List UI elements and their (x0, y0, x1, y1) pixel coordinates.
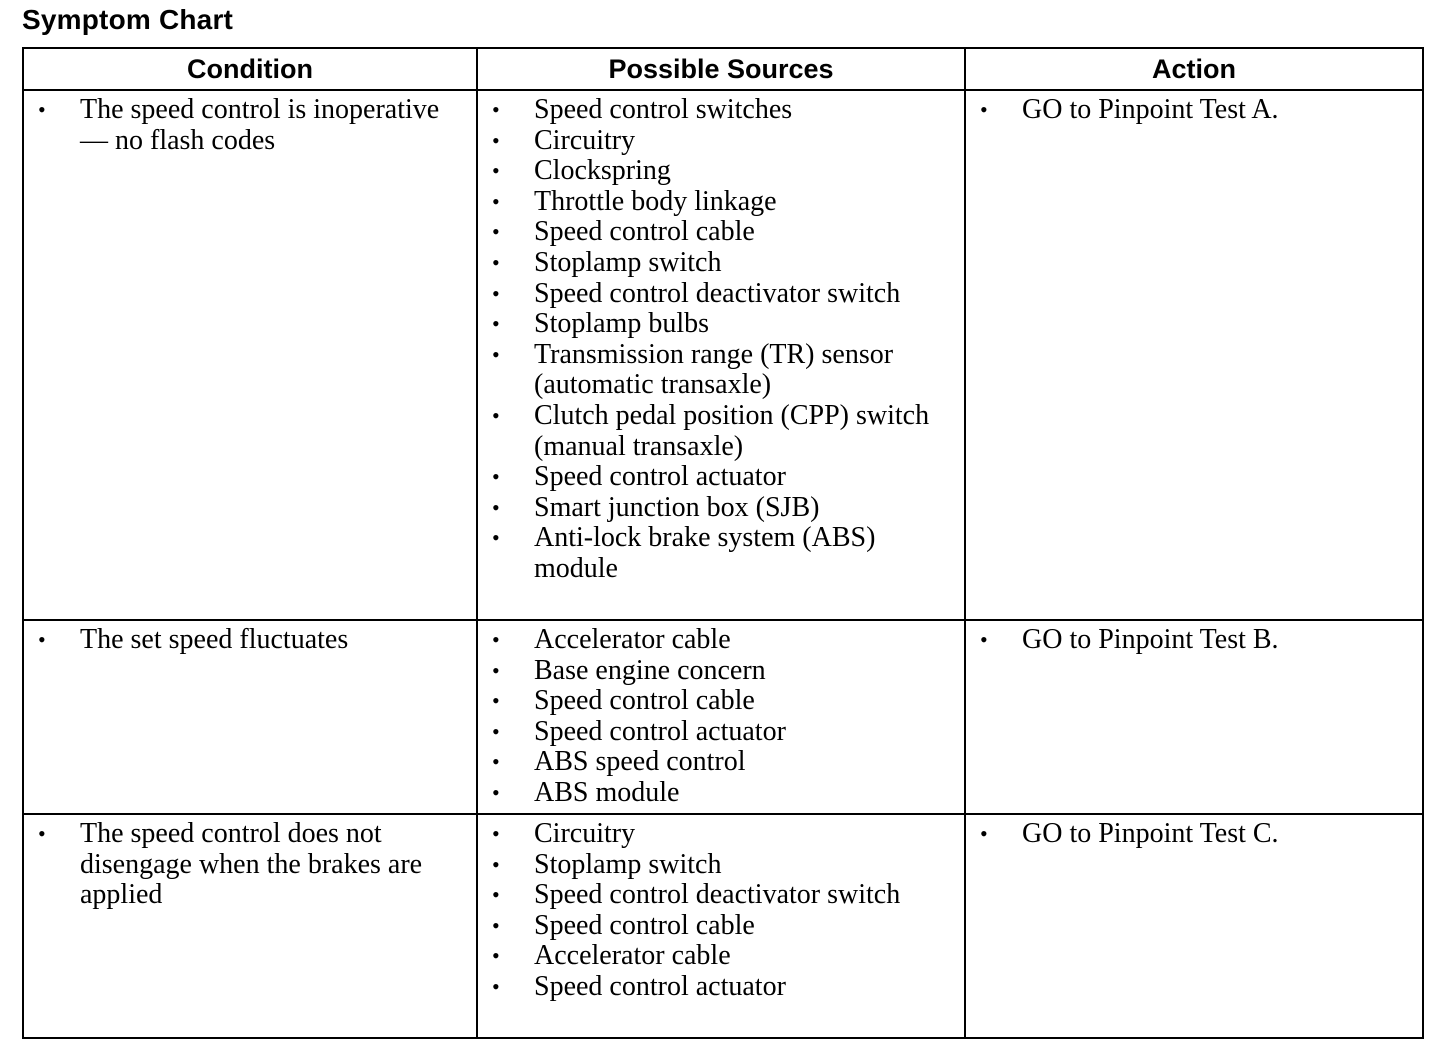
source-text: Speed control actuator (534, 461, 786, 493)
bullet-icon: • (492, 943, 500, 969)
source-text: Anti-lock brake system (ABS) module (534, 522, 876, 584)
condition-cell (23, 90, 477, 620)
list-item (478, 656, 964, 687)
list-item (24, 819, 476, 911)
source-text: Speed control actuator (534, 970, 786, 1002)
header-row (23, 48, 1423, 90)
source-text: Stoplamp bulbs (534, 308, 710, 340)
list-item (478, 462, 964, 493)
list-item (478, 279, 964, 310)
symptom-table (22, 47, 1424, 1039)
list-item (478, 493, 964, 524)
source-text: Accelerator cable (534, 940, 731, 972)
bullet-icon: • (492, 97, 500, 122)
header-possible-sources: Possible Sources (477, 48, 965, 90)
action-cell (965, 814, 1423, 1038)
bullet-icon: • (38, 821, 46, 846)
bullet-icon: • (492, 464, 500, 490)
bullet-icon: • (492, 627, 500, 652)
list-item (966, 95, 1422, 126)
list-item (478, 187, 964, 218)
bullet-icon: • (492, 749, 500, 775)
table-row (23, 90, 1423, 620)
sources-cell (477, 620, 965, 814)
list-item (478, 747, 964, 778)
list-item (478, 625, 964, 656)
source-text: Transmission range (TR) sensor (automatic transaxle) (534, 338, 894, 401)
condition-cell (23, 814, 477, 1038)
bullet-icon: • (492, 158, 500, 184)
source-text: ABS speed control (534, 746, 746, 778)
source-text: Accelerator cable (534, 624, 731, 655)
bullet-icon: • (492, 311, 500, 337)
action-text: GO to Pinpoint Test C. (1022, 818, 1279, 849)
list-item (478, 126, 964, 157)
condition-cell (23, 620, 477, 814)
bullet-icon: • (38, 97, 46, 122)
page-title: Symptom Chart (22, 4, 234, 35)
list-item (478, 911, 964, 942)
list-item (478, 850, 964, 881)
bullet-icon: • (980, 821, 988, 846)
bullet-icon: • (492, 525, 500, 551)
source-text: Speed control switches (534, 94, 793, 125)
action-text: GO to Pinpoint Test B. (1022, 624, 1279, 655)
list-item (478, 217, 964, 248)
bullet-icon: • (492, 402, 500, 428)
action-cell (965, 90, 1423, 620)
source-text: Stoplamp switch (534, 246, 722, 278)
list-item (478, 941, 964, 972)
source-text: Clockspring (534, 155, 671, 187)
list-item (478, 401, 964, 462)
action-text: GO to Pinpoint Test A. (1022, 94, 1279, 125)
bullet-icon: • (492, 821, 500, 846)
list-item (478, 309, 964, 340)
list-item (478, 248, 964, 279)
bullet-icon: • (492, 718, 500, 744)
list-item (24, 625, 476, 656)
header-action: Action (965, 48, 1423, 90)
source-text: Speed control cable (534, 909, 755, 941)
source-text: ABS module (534, 776, 680, 808)
table-row (23, 620, 1423, 814)
bullet-icon: • (492, 973, 500, 999)
sources-cell (477, 814, 965, 1038)
list-item (478, 340, 964, 401)
bullet-icon: • (492, 341, 500, 367)
list-item (966, 625, 1422, 656)
list-item (478, 778, 964, 809)
list-item (478, 717, 964, 748)
bullet-icon: • (492, 912, 500, 938)
bullet-icon: • (492, 657, 500, 683)
list-item (478, 686, 964, 717)
source-text: Speed control actuator (534, 715, 786, 747)
header-condition: Condition (23, 48, 477, 90)
source-text: Clutch pedal position (CPP) switch (manual transaxle) (534, 399, 930, 462)
bullet-icon: • (980, 627, 988, 652)
list-item (478, 819, 964, 850)
source-text: Throttle body linkage (534, 185, 777, 217)
bullet-icon: • (492, 127, 500, 153)
source-text: Circuitry (534, 124, 636, 156)
source-text: Smart junction box (SJB) (534, 491, 820, 523)
sources-cell (477, 90, 965, 620)
bullet-icon: • (492, 188, 500, 214)
table-row (23, 814, 1423, 1038)
list-item (478, 972, 964, 1003)
action-cell (965, 620, 1423, 814)
bullet-icon: • (492, 882, 500, 908)
bullet-icon: • (492, 219, 500, 245)
condition-text: The set speed fluctuates (80, 624, 349, 655)
bullet-icon: • (492, 851, 500, 877)
source-text: Speed control deactivator switch (534, 277, 901, 309)
bullet-icon: • (492, 249, 500, 275)
source-text: Speed control cable (534, 216, 755, 248)
list-item (478, 880, 964, 911)
list-item (478, 523, 964, 584)
bullet-icon: • (492, 688, 500, 714)
list-item (966, 819, 1422, 850)
list-item (24, 95, 476, 156)
bullet-icon: • (492, 779, 500, 805)
list-item (478, 95, 964, 126)
source-text: Speed control cable (534, 685, 755, 717)
bullet-icon: • (492, 494, 500, 520)
list-item (478, 156, 964, 187)
condition-text: The speed control does not disengage when the brakes are applied (80, 818, 423, 911)
source-text: Base engine concern (534, 654, 766, 686)
bullet-icon: • (38, 627, 46, 652)
bullet-icon: • (980, 97, 988, 122)
source-text: Stoplamp switch (534, 848, 722, 880)
condition-text: The speed control is inoperative — no flash codes (80, 94, 440, 156)
bullet-icon: • (492, 280, 500, 306)
source-text: Circuitry (534, 818, 636, 849)
source-text: Speed control deactivator switch (534, 879, 901, 911)
